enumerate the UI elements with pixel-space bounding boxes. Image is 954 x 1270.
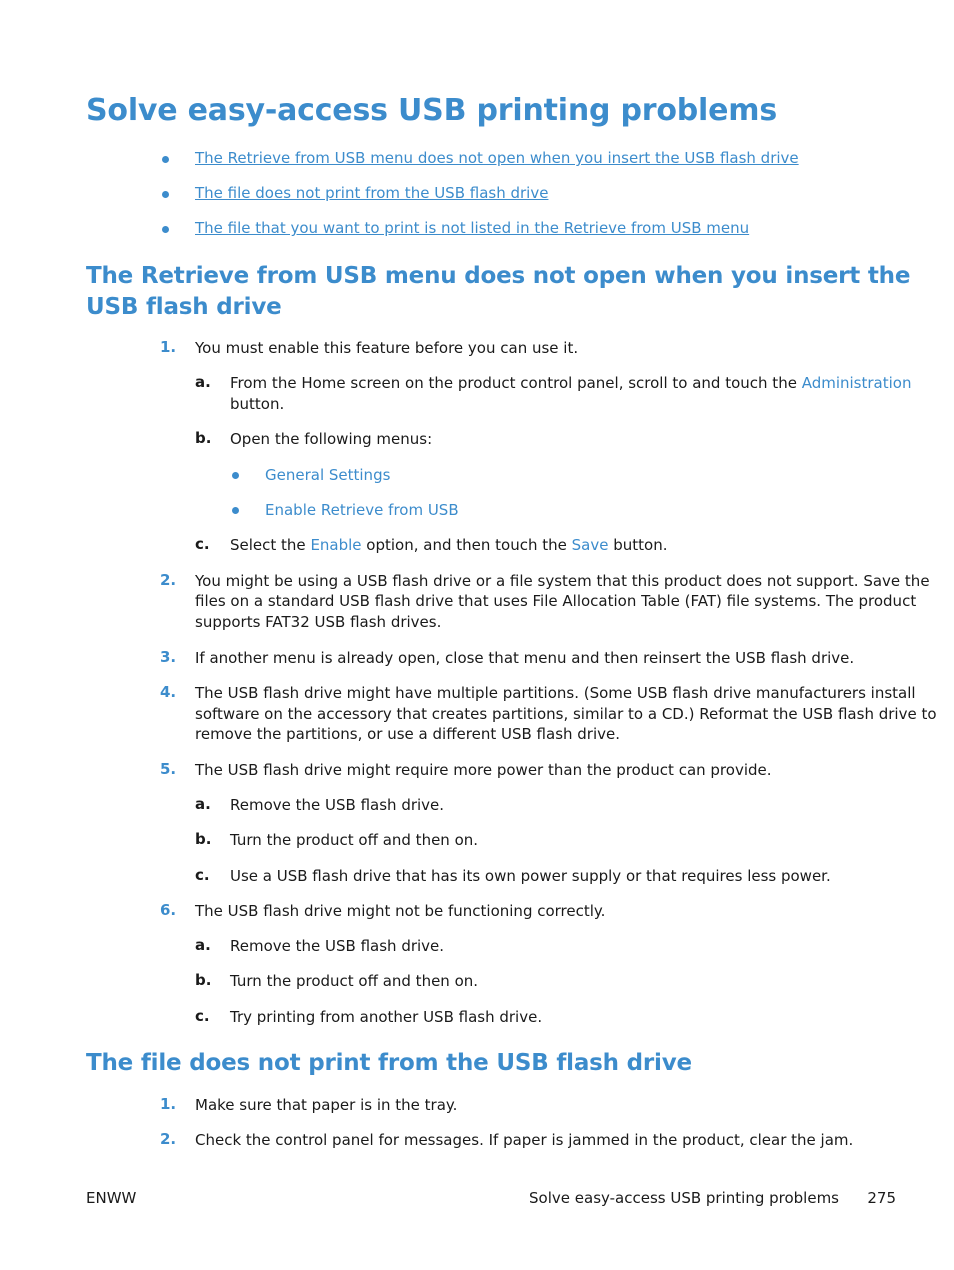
substep-label: b. <box>195 971 212 989</box>
step-text: If another menu is already open, close that menu and then reinsert the USB flash drive. <box>195 649 855 667</box>
ui-label-enable: Enable <box>310 536 362 554</box>
step-text: The USB flash drive might have multiple partitions. (Some USB flash drive manufacturers install <box>195 684 916 702</box>
page-title: Solve easy-access USB printing problems <box>86 93 778 128</box>
ui-menu-enable-retrieve: Enable Retrieve from USB <box>265 501 459 519</box>
step-text: You must enable this feature before you can use it. <box>195 339 579 357</box>
substep-text-cont: button. <box>230 395 285 413</box>
step-text: Make sure that paper is in the tray. <box>195 1096 458 1114</box>
substep-text: Turn the product off and then on. <box>230 831 479 849</box>
substep-label: c. <box>195 866 210 884</box>
section-heading-retrieve-menu-cont: USB flash drive <box>86 294 282 320</box>
step-text: The USB flash drive might require more power than the product can provide. <box>195 761 772 779</box>
step-text-cont: files on a standard USB flash drive that uses File Allocation Table (FAT) file systems. The product <box>195 592 917 610</box>
step-text-cont: software on the accessory that creates partitions, similar to a CD.) Reformat the USB flash drive to <box>195 705 937 723</box>
footer-left-label: ENWW <box>86 1189 137 1207</box>
step-number: 1. <box>160 1095 177 1113</box>
toc-bullet <box>162 156 169 163</box>
substep-label: a. <box>195 795 211 813</box>
substep-text: Use a USB flash drive that has its own power supply or that requires less power. <box>230 867 831 885</box>
substep-text: Try printing from another USB flash drive. <box>230 1008 543 1026</box>
step-text-cont: supports FAT32 USB flash drives. <box>195 613 442 631</box>
toc-link-file-not-listed[interactable]: The file that you want to print is not listed in the Retrieve from USB menu <box>195 219 750 237</box>
menu-bullet <box>232 472 239 479</box>
substep-text <box>230 535 667 556</box>
toc-bullet <box>162 226 169 233</box>
toc-link-retrieve-menu[interactable]: The Retrieve from USB menu does not open when you insert the USB flash drive <box>195 149 799 167</box>
step-text: You might be using a USB flash drive or a file system that this product does not support. Save the <box>195 572 930 590</box>
substep-text <box>230 373 911 394</box>
substep-label: a. <box>195 373 211 391</box>
step-text: Check the control panel for messages. If paper is jammed in the product, clear the jam. <box>195 1131 854 1149</box>
substep-text: Remove the USB flash drive. <box>230 937 445 955</box>
substep-label: c. <box>195 1007 210 1025</box>
ui-menu-general-settings: General Settings <box>265 466 391 484</box>
substep-text-part: From the Home screen on the product control panel, scroll to and touch the <box>230 374 802 392</box>
step-number: 6. <box>160 901 177 919</box>
step-number: 4. <box>160 683 177 701</box>
ui-label-save: Save <box>571 536 609 554</box>
step-text-cont: remove the partitions, or use a different USB flash drive. <box>195 725 621 743</box>
substep-label: a. <box>195 936 211 954</box>
ui-label-administration: Administration <box>801 374 912 392</box>
section-heading-file-not-print: The file does not print from the USB flash drive <box>86 1050 692 1076</box>
toc-bullet <box>162 191 169 198</box>
substep-text-part: Select the <box>230 536 311 554</box>
step-number: 2. <box>160 1130 177 1148</box>
substep-text-part: button. <box>608 536 668 554</box>
substep-label: b. <box>195 830 212 848</box>
step-text: The USB flash drive might not be functioning correctly. <box>195 902 606 920</box>
step-number: 1. <box>160 338 177 356</box>
toc-link-file-not-print[interactable]: The file does not print from the USB flash drive <box>195 184 549 202</box>
footer-section-title: Solve easy-access USB printing problems <box>529 1189 839 1207</box>
menu-bullet <box>232 507 239 514</box>
substep-text: Remove the USB flash drive. <box>230 796 445 814</box>
footer-page-number: 275 <box>867 1189 896 1207</box>
substep-text: Turn the product off and then on. <box>230 972 479 990</box>
substep-label: b. <box>195 429 212 447</box>
step-number: 2. <box>160 571 177 589</box>
substep-text-part: option, and then touch the <box>361 536 572 554</box>
substep-label: c. <box>195 535 210 553</box>
step-number: 5. <box>160 760 177 778</box>
section-heading-retrieve-menu: The Retrieve from USB menu does not open when you insert the <box>86 263 911 289</box>
step-number: 3. <box>160 648 177 666</box>
substep-text: Open the following menus: <box>230 430 433 448</box>
